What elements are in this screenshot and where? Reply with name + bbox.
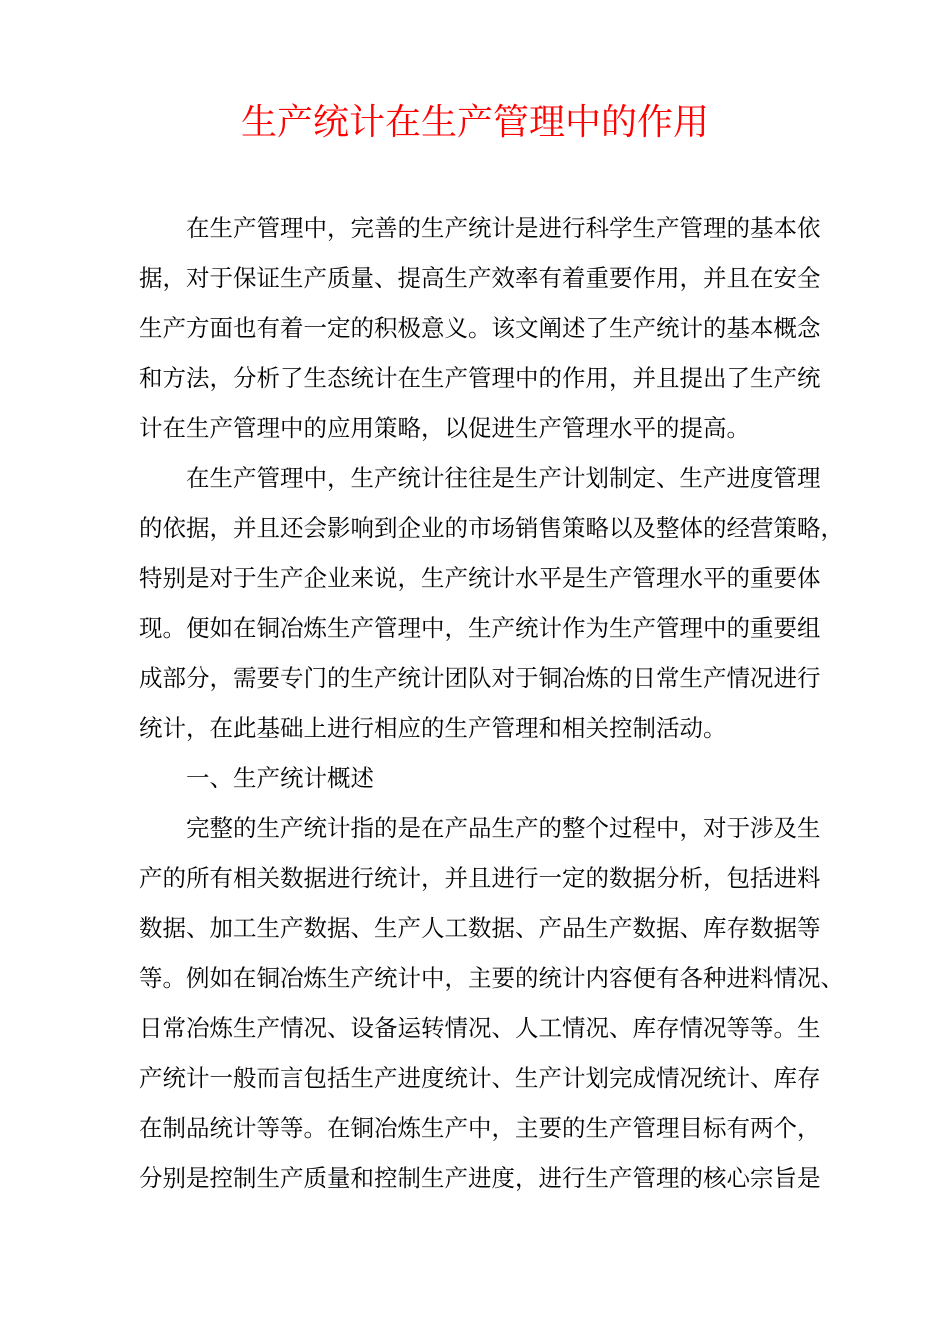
document-title: 生产统计在生产管理中的作用 — [240, 102, 709, 143]
paragraph-2-line-1: 在生产管理中，生产统计往往是生产计划制定、生产进度管理 — [186, 464, 821, 492]
paragraph-3-line-8: 分别是控制生产质量和控制生产进度，进行生产管理的核心宗旨是 — [139, 1164, 821, 1192]
paragraph-2-line-4: 现。便如在铜冶炼生产管理中，生产统计作为生产管理中的重要组 — [139, 614, 821, 642]
paragraph-3-line-1: 完整的生产统计指的是在产品生产的整个过程中，对于涉及生 — [186, 814, 821, 842]
paragraph-2-line-5: 成部分，需要专门的生产统计团队对于铜冶炼的日常生产情况进行 — [139, 664, 821, 692]
paragraph-2-line-2: 的依据，并且还会影响到企业的市场销售策略以及整体的经营策略， — [139, 514, 844, 542]
paragraph-1-line-5: 计在生产管理中的应用策略，以促进生产管理水平的提高。 — [139, 414, 750, 442]
paragraph-3-line-7: 在制品统计等等。在铜冶炼生产中，主要的生产管理目标有两个， — [139, 1114, 821, 1142]
paragraph-3-line-5: 日常冶炼生产情况、设备运转情况、人工情况、库存情况等等。生 — [139, 1014, 821, 1042]
paragraph-1-line-3: 生产方面也有着一定的积极意义。该文阐述了生产统计的基本概念 — [139, 314, 821, 342]
paragraph-1-line-2: 据，对于保证生产质量、提高生产效率有着重要作用，并且在安全 — [139, 264, 821, 292]
paragraph-3-line-6: 产统计一般而言包括生产进度统计、生产计划完成情况统计、库存 — [139, 1064, 821, 1092]
paragraph-2-line-3: 特别是对于生产企业来说，生产统计水平是生产管理水平的重要体 — [139, 564, 821, 592]
section-heading: 一、生产统计概述 — [186, 764, 374, 792]
paragraph-1-line-4: 和方法，分析了生态统计在生产管理中的作用，并且提出了生产统 — [139, 364, 821, 392]
paragraph-3-line-3: 数据、加工生产数据、生产人工数据、产品生产数据、库存数据等 — [139, 914, 821, 942]
paragraph-3-line-2: 产的所有相关数据进行统计，并且进行一定的数据分析，包括进料 — [139, 864, 821, 892]
paragraph-3-line-4: 等。例如在铜冶炼生产统计中，主要的统计内容便有各种进料情况、 — [139, 964, 844, 992]
paragraph-2-line-6: 统计，在此基础上进行相应的生产管理和相关控制活动。 — [139, 714, 727, 742]
paragraph-1-line-1: 在生产管理中，完善的生产统计是进行科学生产管理的基本依 — [186, 214, 821, 242]
